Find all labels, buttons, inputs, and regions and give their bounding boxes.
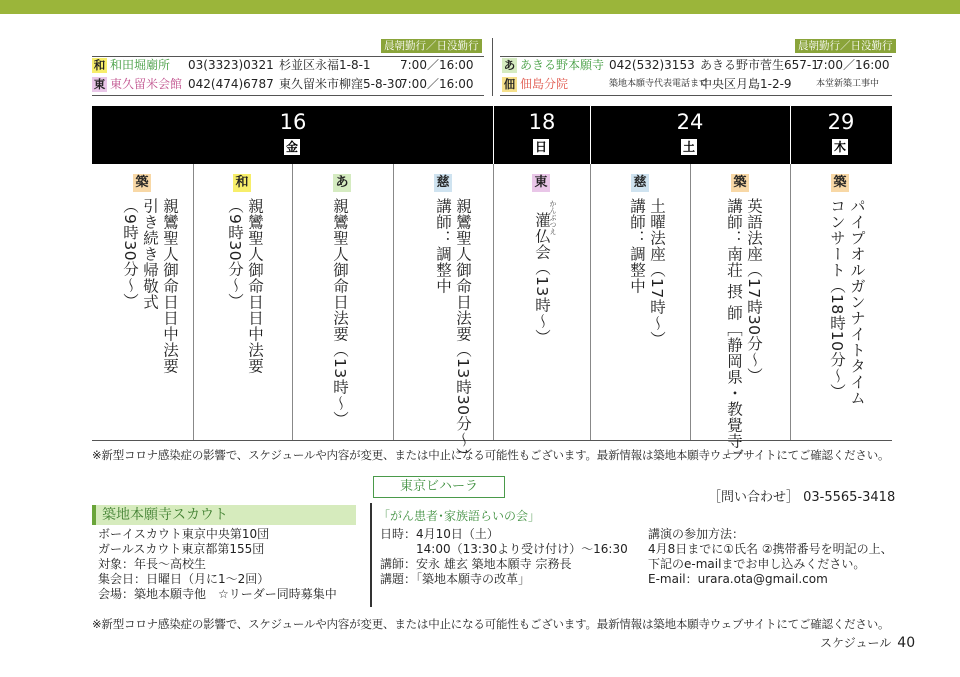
temple-name: 東久留米会館 <box>110 77 183 91</box>
temple-address: 杉並区永福1-8-1 <box>279 58 371 72</box>
temple-tel: 042(474)6787 <box>188 77 274 91</box>
day-number: 16 <box>279 110 307 134</box>
apply-line: 下記のe-mailまでお申し込みください。 <box>648 557 866 571</box>
scout-line: 対象：年長〜高校生 <box>98 557 207 571</box>
apply-details <box>648 527 893 587</box>
event-text: 土曜法座（17時〜） 講師：調整中 <box>628 198 666 347</box>
temple-row-tsukudajima <box>502 75 568 94</box>
event-ruby: かんぶつえ <box>549 200 557 235</box>
page-number: 40 <box>897 635 916 651</box>
scout-title: 築地本願寺スカウト <box>92 505 356 525</box>
covid-note-bottom: ※新型コロナ感染症の影響で、スケジュールや内容が変更、または中止になる可能性もございます。最新情報は築地本願寺ウェブサイトにてご確認ください。 <box>92 617 890 631</box>
inquiry-phone: ［問い合わせ］ 03-5565-3418 <box>708 490 896 505</box>
event-badge: 東 <box>532 174 550 192</box>
temple-time: 本堂新築工事中 <box>816 79 880 89</box>
gan-line: 日時：4月10日（土） <box>380 527 499 541</box>
gan-event-details <box>380 527 628 587</box>
day-of-week: 金 <box>285 140 298 154</box>
temple-tel: 03(3323)0321 <box>188 58 274 72</box>
gan-event-title: 「がん患者･家族語らいの会」 <box>378 509 541 523</box>
temple-row-higashikurume <box>92 75 182 94</box>
temple-address: あきる野市菅生657-1 <box>700 58 819 72</box>
event-text: 灌仏会（13時〜） <box>533 212 551 345</box>
top-accent-bar <box>0 0 960 14</box>
temple-name: 佃島分院 <box>520 77 569 91</box>
day-of-week: 日 <box>534 140 547 154</box>
section-divider <box>370 503 372 607</box>
scout-details <box>98 527 337 602</box>
gan-line: 講題：「築地本願寺の改革」 <box>380 572 531 586</box>
apply-line: 4月8日までに①氏名 ②携帯番号を明記の上、 <box>648 542 893 556</box>
event-text: パイプオルガンナイトタイム コンサート（18時10分〜） <box>828 198 866 406</box>
event-text: 親鸞聖人御命日法要（13時〜） <box>331 198 349 427</box>
day-of-week: 土 <box>682 140 695 154</box>
time-label-left: 晨朝勤行／日没勤行 <box>381 39 482 53</box>
temple-abbr: 和 <box>93 58 106 72</box>
covid-note: ※新型コロナ感染症の影響で、スケジュールや内容が変更、または中止になる可能性もございます。最新情報は築地本願寺ウェブサイトにてご確認ください。 <box>92 448 890 462</box>
footer-section: スケジュール <box>820 636 892 650</box>
day-number: 18 <box>528 110 556 134</box>
page-footer <box>820 634 915 651</box>
day-of-week: 木 <box>833 140 846 154</box>
vihara-title: 東京ビハーラ <box>373 476 505 498</box>
day-number: 29 <box>827 110 855 134</box>
temple-abbr: あ <box>503 58 516 72</box>
temple-row-akiruno <box>502 56 604 75</box>
temple-name: あきる野本願寺 <box>520 58 605 72</box>
scout-line: 集会日：日曜日（月に1〜2回） <box>98 572 270 586</box>
temple-time: 7:00／16:00 <box>816 58 890 72</box>
event-badge: 和 <box>233 174 251 192</box>
event-badge: 築 <box>731 174 749 192</box>
info-divider <box>492 38 493 96</box>
gan-line: 講師：安永 雄玄 築地本願寺 宗務長 <box>380 557 572 571</box>
event-badge: 築 <box>831 174 849 192</box>
scout-line: 会場：築地本願寺他 ☆リーダー同時募集中 <box>98 587 337 601</box>
event-badge: 慈 <box>434 174 452 192</box>
apply-line: 講演の参加方法： <box>648 527 745 541</box>
gan-line: 14:00（13:30より受け付け）〜16:30 <box>380 542 628 556</box>
temple-address: 東久留米市柳窪5-8-30 <box>279 77 403 91</box>
temple-name: 和田堀廟所 <box>110 58 171 72</box>
event-badge: 築 <box>133 174 151 192</box>
event-badge: 慈 <box>631 174 649 192</box>
event-text: 英語法座（17時30分〜） 講師：南荘 摂 師［静岡県・教覺寺］ <box>725 198 763 465</box>
scout-line: ガールスカウト東京都第155団 <box>98 542 265 556</box>
event-text: 親鸞聖人御命日日中法要 （9時30分〜） <box>226 198 264 374</box>
event-badge: あ <box>333 174 351 192</box>
event-text: 親鸞聖人御命日法要（13時30分〜） 講師：調整中 <box>434 198 472 464</box>
scout-line: ボーイスカウト東京中央第10団 <box>98 527 270 541</box>
apply-email[interactable]: E-mail：urara.ota@gmail.com <box>648 572 828 586</box>
temple-tel: 042(532)3153 <box>609 58 695 72</box>
temple-abbr: 佃 <box>503 77 516 91</box>
temple-row-wada <box>92 56 170 75</box>
schedule-header <box>92 106 892 164</box>
temple-time: 7:00／16:00 <box>400 58 474 72</box>
day-number: 24 <box>676 110 704 134</box>
time-label-right: 晨朝勤行／日没勤行 <box>795 39 896 53</box>
temple-abbr: 東 <box>93 77 106 91</box>
event-text: 親鸞聖人御命日日中法要 引き続き帰敬式 （9時30分〜） <box>121 198 179 374</box>
temple-time: 7:00／16:00 <box>400 77 474 91</box>
temple-address: 中央区月島1-2-9 <box>700 77 792 91</box>
temple-tel: 築地本願寺代表電話まで <box>609 79 709 89</box>
